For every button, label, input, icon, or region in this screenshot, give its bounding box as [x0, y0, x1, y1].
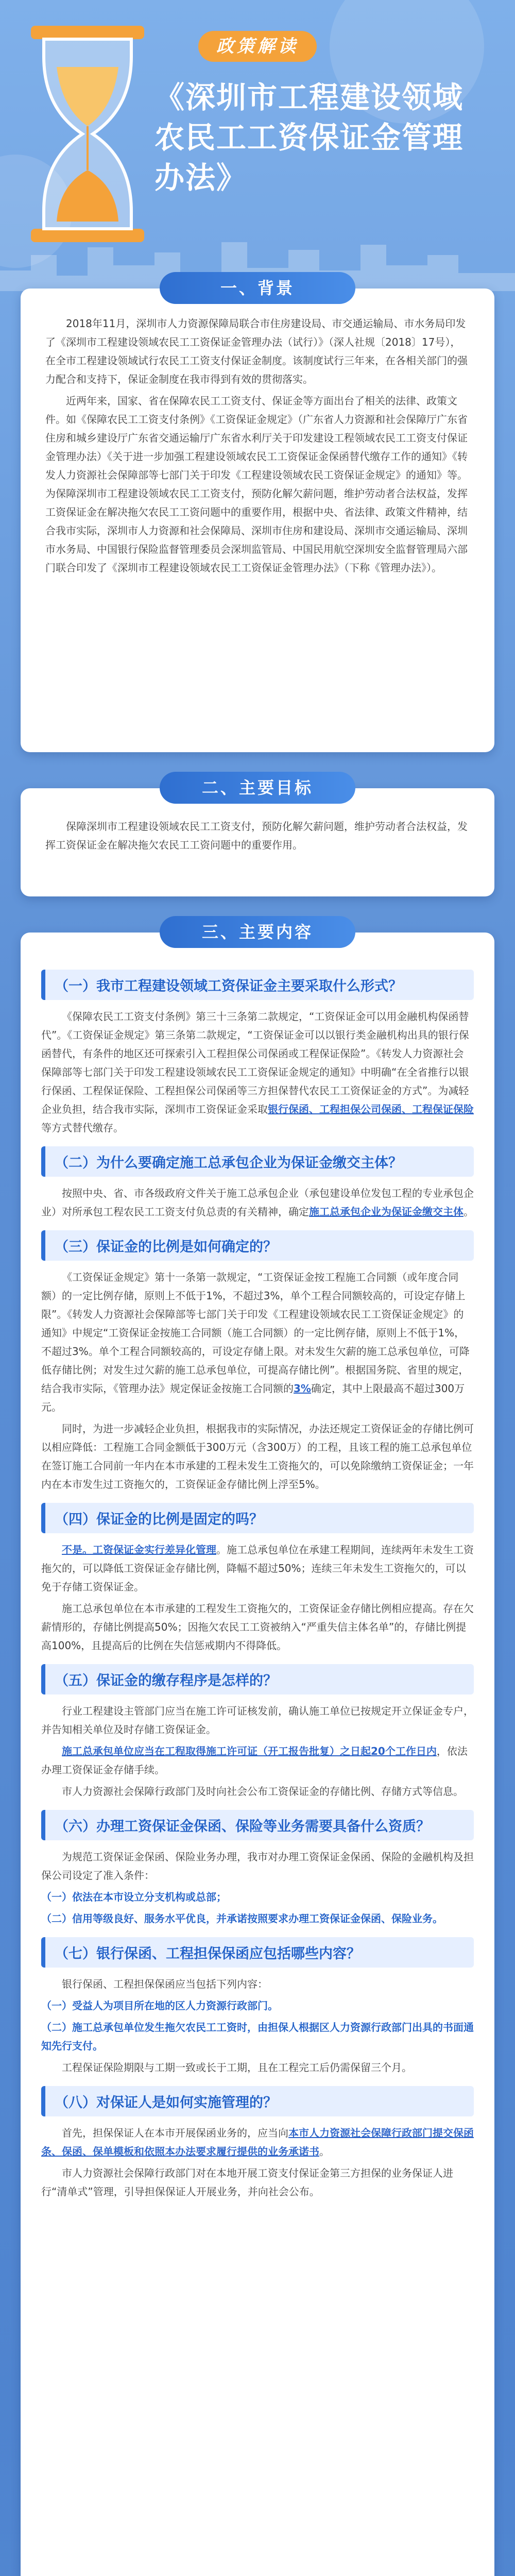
- answer-paragraph: 《保障农民工工资支付条例》第三十三条第二款规定，“工资保证金可以用金融机构保函替代”。《工资保证金规定》第三条第二款规定，“工资保证金可以以银行类金融机构出具的银行保函替代，有条件的地区还可探索引入工程担保公司保函或工程保证保险”。《转发人力资源社会保障部等七部门关于印发工程建设领域农民工工资保证金规定的通知》中明确“在全省推行以银行保函、工程保证保险、工程担保公司保函等三方担保替代农民工工资保证金的方式”。为减轻企业负担，结合我市实际，深圳市工资保证金采取银行保函、工程担保公司保函、工程保证保险等方式替代缴存。: [41, 1010, 474, 1134]
- policy-tag: 政策解读: [198, 31, 317, 62]
- goal-card: [21, 788, 494, 896]
- section-heading-goal: 二、主要目标: [160, 772, 355, 804]
- requirement-item: （一）受益人为项目所在地的区人力资源行政部门。: [41, 1999, 278, 2012]
- question-heading: （七）银行保函、工程担保保函应包括哪些内容？: [41, 1937, 474, 1968]
- section-heading-content: 三、主要内容: [160, 916, 355, 948]
- answer-paragraph: 行业工程建设主管部门应当在施工许可证核发前，确认施工单位已按规定开立保证金专户，并告知相关单位及时存储工资保证金。: [41, 1705, 474, 1736]
- requirement-item: （二）施工总承包单位发生拖欠农民工工资时，由担保人根据区人力资源行政部门出具的书面通知先行支付。: [41, 2021, 474, 2052]
- background-card: [21, 289, 494, 752]
- question-heading: （五）保证金的缴存程序是怎样的？: [41, 1664, 474, 1694]
- background-paragraph: 近两年来，国家、省在保障农民工工资支付、保证金等方面出台了相关的法律、政策文件。如《保障农民工工资支付条例》《工资保证金规定》（广东省人力资源和社会保障厅广东省住房和城乡建设厅广东省交通运输厅广东省水利厅关于印发建设工程领域农民工工资支付保证金管理办法）《关于进一步加强工程建设领域农民工工资保证金保函替代缴存工作的通知》《转发人力资源社会保障部等七部门关于印发《工程建设领域农民工资保证金规定》的通知》等。为保障深圳市工程建设领域农民工工资支付，预防化解欠薪问题，维护劳动者合法权益，发挥工资保证金在解决拖欠农民工工资问题中的重要作用，根据中央、省法律、政策文件精神，结合我市实际，深圳市人力资源和社会保障局、深圳市住房和建设局、深圳市交通运输局、深圳市水务局、中国银行保险监督管理委员会深圳监管局、中国民用航空深圳安全监督管理局六部门联合印发了《深圳市工程建设领域农民工工资保证金管理办法》（下称《管理办法》）。: [45, 395, 468, 574]
- question-heading: （二）为什么要确定施工总承包企业为保证金缴交主体？: [41, 1146, 474, 1177]
- question-heading: （六）办理工资保证金保函、保险等业务需要具备什么资质？: [41, 1810, 474, 1840]
- answer-paragraph: 不是。工资保证金实行差异化管理。施工总承包单位在承建工程期间，连续两年未发生工资拖欠的，可以降低工资保证金存储比例，降幅不超过50%；连续三年未发生工资拖欠的，可以免于存储工资保证金。: [41, 1544, 474, 1593]
- hourglass-icon: [21, 21, 154, 247]
- page-title: 《深圳市工程建设领域农民工工资保证金管理办法》: [154, 80, 464, 195]
- answer-paragraph: 银行保函、工程担保保函应当包括下列内容：: [62, 1978, 268, 1990]
- answer-paragraph: 《工资保证金规定》第十一条第一款规定，“工资保证金按工程施工合同额（或年度合同额）的一定比例存储，原则上不低于1%，不超过3%，单个工程合同额较高的，可设定存储上限”。《转发人力资源社会保障部等七部门关于印发《工程建设领域农民工工资保证金规定》的通知》中规定“工资保证金按施工合同额（施工合同额）的一定比例存储，原则上不低于1%，不超过3%。单个工程合同额较高的，可设定存储上限。对未发生欠薪的施工总承包单位，可降低存储比例；对发生过欠薪的施工总承包单位，可提高存储比例”。根据国务院、省里的规定，结合我市实际，《管理办法》规定保证金按施工合同额的3%确定，其中上限最高不超过300万元。: [41, 1271, 470, 1413]
- answer-paragraph: 施工总承包单位在本市承建的工程发生工资拖欠的，工资保证金存储比例相应提高。存在欠薪情形的，存储比例提高50%；因拖欠农民工工资被纳入“严重失信主体名单”的，存储比例提高100%，且提高后的比例在失信惩戒期内不得降低。: [41, 1602, 474, 1652]
- hero-banner: [0, 0, 515, 289]
- question-heading: （四）保证金的比例是固定的吗？: [41, 1503, 474, 1533]
- goal-paragraph: 保障深圳市工程建设领域农民工工资支付，预防化解欠薪问题，维护劳动者合法权益，发挥工资保证金在解决拖欠农民工工资问题中的重要作用。: [45, 820, 468, 851]
- requirement-item: （二）信用等级良好、服务水平优良，并承诺按照要求办理工资保证金保函、保险业务。: [41, 1912, 443, 1925]
- answer-paragraph: 按照中央、省、市各级政府文件关于施工总承包企业（承包建设单位发包工程的专业承包企业）对所承包工程农民工工资支付负总责的有关精神，确定施工总承包企业为保证金缴交主体。: [41, 1187, 474, 1218]
- answer-paragraph: 市人力资源社会保障行政部门对在本地开展工资支付保证金第三方担保的业务保证人进行“清单式”管理，引导担保保证人开展业务，并向社会公布。: [41, 2167, 453, 2198]
- content-card: [21, 933, 494, 2576]
- answer-paragraph: 为规范工资保证金保函、保险业务办理，我市对办理工资保证金保函、保险的金融机构及担保公司设定了准入条件：: [41, 1851, 474, 1882]
- question-heading: （一）我市工程建设领域工资保证金主要采取什么形式？: [41, 970, 474, 1000]
- question-heading: （三）保证金的比例是如何确定的？: [41, 1230, 474, 1261]
- answer-paragraph: 首先，担保保证人在本市开展保函业务的，应当向本市人力资源社会保障行政部门提交保函条、保函、保单模板和依照本办法要求履行提供的业务承诺书。: [41, 2127, 474, 2158]
- question-heading: （八）对保证人是如何实施管理的？: [41, 2086, 474, 2116]
- section-heading-background: 一、背景: [160, 272, 355, 304]
- background-paragraph: 2018年11月，深圳市人力资源保障局联合市住房建设局、市交通运输局、市水务局印发了《深圳市工程建设领域农民工工资保证金管理办法（试行）》（深人社规〔2018〕17号），在全市工程建设领域试行农民工工资支付保证金制度。该制度试行三年来，在各相关部门的强力配合和支持下，保证金制度在我市得到有效的贯彻落实。: [45, 317, 468, 385]
- answer-paragraph: 市人力资源社会保障行政部门及时向社会公布工资保证金的存储比例、存储方式等信息。: [62, 1785, 464, 1798]
- answer-paragraph: 工程保证保险期限与工期一致或长于工期，且在工程完工后仍需保留三个月。: [62, 2061, 412, 2074]
- answer-paragraph: 同时，为进一步减轻企业负担，根据我市的实际情况，办法还规定工资保证金的存储比例可以相应降低：工程施工合同金额低于300万元（含300万）的工程，且该工程的施工总承包单位在签订施工合同前一年内在本市承建的工程未发生工资拖欠的，可以免除缴纳工资保证金；一年内在本市发生过工资拖欠的，工资保证金存储比例上浮至5%。: [41, 1422, 474, 1490]
- answer-paragraph: 施工总承包单位应当在工程取得施工许可证（开工报告批复）之日起20个工作日内，依法办理工资保证金存储手续。: [41, 1745, 468, 1776]
- requirement-item: （一）依法在本市设立分支机构或总部；: [41, 1891, 227, 1903]
